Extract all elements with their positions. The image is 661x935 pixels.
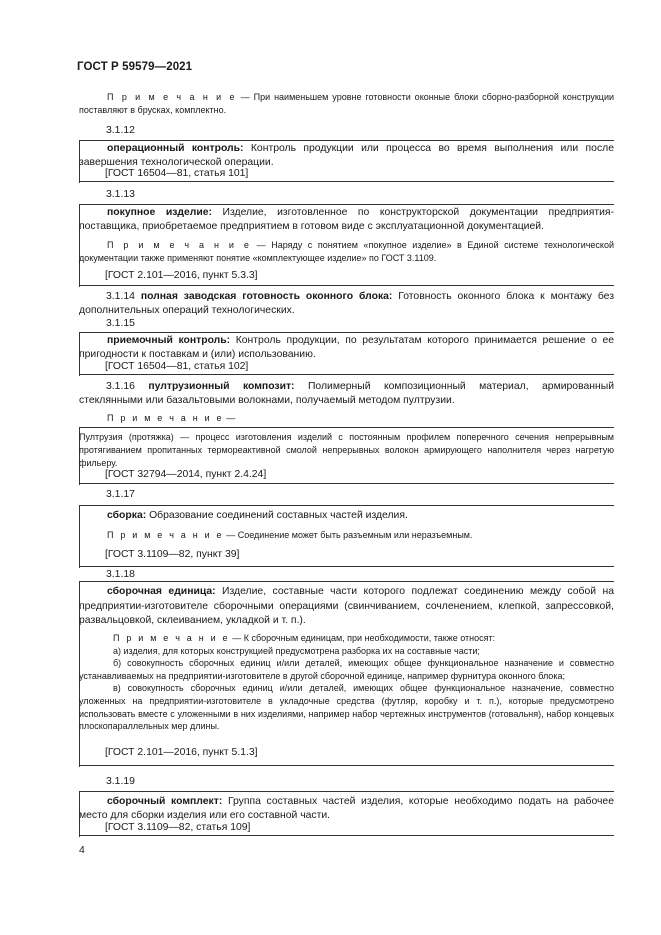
definition: Готовность оконного блока к монтажу без дополнительных операций технологических. [79,291,614,316]
entry-number: 3.1.19 [106,776,135,787]
term-entry-3116 [79,380,614,408]
list-item-a: а) изделия, для которых конструкцией предусмотрена разборка их на составные части; [113,645,480,656]
term: сборочная единица: [107,586,216,597]
source-reference: [ГОСТ 2.101—2016, пункт 5.3.3] [105,270,258,281]
note-label: П р и м е ч а н и е [107,92,237,102]
source-reference: [ГОСТ 16504—81, статья 101] [105,168,249,179]
source-reference: [ГОСТ 2.101—2016, пункт 5.1.3] [105,747,258,758]
definition: Полимерный композиционный материал, армированный стеклянными или базальтовыми волокнами, получаемый методом пултрузии. [79,381,615,406]
term-entry-3119 [79,791,614,836]
definition: Изделие, составные части которого подлежат соединению между собой на предприятии-изготовителе сборочными операциями (свинчиванием, сочленением, клепкой, запрессовкой, развальцовкой, склеиванием, укладкой и т. п.). [79,586,614,626]
entry-number: 3.1.15 [106,318,135,329]
term: приемочный контроль: [107,335,231,346]
term-entry-3113 [79,204,614,286]
entry-number: 3.1.14 [106,291,135,302]
page-header-title: ГОСТ Р 59579—2021 [77,61,193,73]
note-label: П р и м е ч а н и е [107,413,224,423]
page-number: 4 [79,845,85,856]
term-entry-3112 [79,140,614,182]
note-text: — При наименьшем уровне готовности оконные блоки сборно-разборной конструкции поставляют в брусках, комплектно. [79,92,614,115]
term: покупное изделие: [107,207,212,218]
definition: Образование соединений составных частей изделия. [146,510,408,521]
note-label: П р и м е ч а н и е [113,633,230,643]
entry-number: 3.1.16 [106,381,135,392]
intro-note [79,91,614,117]
term-entry-3117 [79,505,614,567]
term-entry-3116-note [79,427,614,484]
definition: Контроль продукции или процесса во время выполнения или после завершения технологической операции. [79,143,614,168]
term-entry-3115 [79,332,614,375]
source-reference: [ГОСТ 3.1109—82, статья 109] [105,822,251,833]
note-label: П р и м е ч а н и е [107,240,252,250]
entry-number: 3.1.13 [106,189,135,200]
note-text: Пултрузия (протяжка) — процесс изготовления изделий с постоянным профилем поперечного сечения непрерывным протягиванием пропитанных термореактивной смолой непрерывных волокон армирующего наполнителя через нагретую фильеру. [79,432,614,468]
list-item-b: б) совокупность сборочных единиц и/или деталей, имеющих общее функциональное назначение и совместно устанавливаемых на предприятии-изготовителе в другой сборочной единице, например фурнитура оконного блока; [79,658,614,681]
term-entry-3114 [79,290,614,318]
term: полная заводская готовность оконного блока: [140,291,393,302]
term: сборка: [107,510,147,521]
source-reference: [ГОСТ 32794—2014, пункт 2.4.24] [105,469,267,480]
note-heading-3116 [79,412,614,425]
note-label: П р и м е ч а н и е [107,530,224,540]
definition: Контроль продукции, по результатам которого принимается решение о ее пригодности к поставкам и (или) использованию. [79,335,615,360]
note-text: — Соединение может быть разъемным или неразъемным. [223,530,473,540]
term: операционный контроль: [107,143,244,154]
term: сборочный комплект: [107,796,223,807]
note-text: — Наряду с понятием «покупное изделие» в Единой системе технологической документации также применяют понятие «комплектующее изделие» по ГОСТ 3.1109. [79,240,614,263]
entry-number: 3.1.17 [106,489,135,500]
term-entry-3118 [79,581,614,766]
definition: Группа составных частей изделия, которые необходимо подать на рабочее место для сборки изделия или его составной части. [79,796,614,821]
source-reference: [ГОСТ 16504—81, статья 102] [105,361,249,372]
definition: Изделие, изготовленное по конструкторской документации предприятия-поставщика, приобретаемое предприятием в готовом виде с эксплуатационной документацией. [79,207,614,232]
entry-number: 3.1.18 [106,569,135,580]
source-reference: [ГОСТ 3.1109—82, пункт 39] [105,549,240,560]
entry-number: 3.1.12 [106,125,135,136]
note-intro: — К сборочным единицам, при необходимости, также относят: [229,633,496,643]
term: пултрузионный композит: [148,381,295,392]
list-item-c: в) совокупность сборочных единиц и/или деталей, имеющих общее функциональное назначение, совместно уложенных на предприятии-изготовителе в укладочные средства (футляр, коробку и т. п.), которые предусмотрено использовать вместе с уложенными в них изделиями, например набор чертежных инструментов (готовальня), набор концевых плоскопараллельных мер длины. [79,683,614,732]
note-dash: — [223,413,236,423]
